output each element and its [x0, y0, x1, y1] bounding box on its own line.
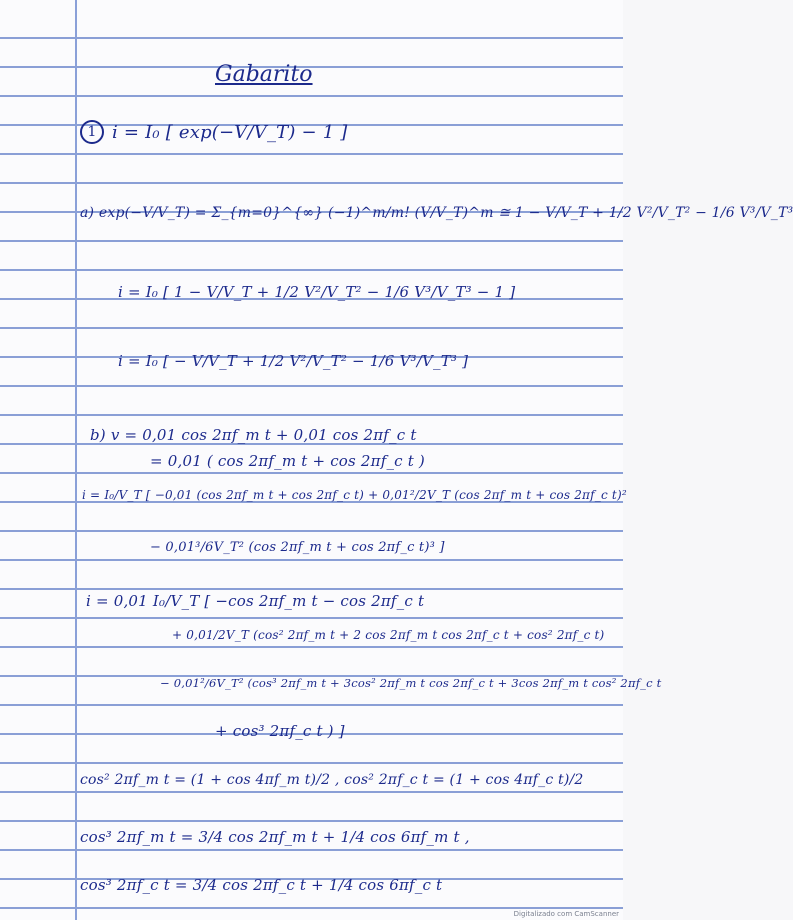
equation-b-quadratic-term: + 0,01/2V_T (cos² 2πf_m t + 2 cos 2πf_m t cos 2πf_c t + cos² 2πf_c t) — [172, 628, 605, 642]
identity-cos-cubed-fc: cos³ 2πf_c t = 3/4 cos 2πf_c t + 1/4 cos 6πf_c t — [80, 876, 443, 894]
equation-b-current-expansion: i = I₀/V_T [ −0,01 (cos 2πf_m t + cos 2πf_c t) + 0,01²/2V_T (cos 2πf_m t + cos 2πf_c t)² — [82, 488, 627, 502]
equation-diode-current: i = I₀ [ exp(−V/V_T) − 1 ] — [112, 122, 348, 143]
margin-line — [75, 0, 77, 920]
equation-b-cubic-term: − 0,01²/6V_T² (cos³ 2πf_m t + 3cos² 2πf_m t cos 2πf_c t + 3cos 2πf_m t cos² 2πf_c t — [160, 676, 662, 690]
equation-b-current-factored: i = 0,01 I₀/V_T [ −cos 2πf_m t − cos 2πf_c t — [86, 592, 425, 610]
identity-cos-squared: cos² 2πf_m t = (1 + cos 4πf_m t)/2 , cos² 2πf_c t = (1 + cos 4πf_c t)/2 — [80, 772, 584, 788]
equation-b-current-cubic: − 0,01³/6V_T² (cos 2πf_m t + cos 2πf_c t)³ ] — [150, 540, 445, 555]
question-number-badge: 1 — [80, 120, 104, 144]
equation-a-exp-series: a) exp(−V/V_T) = Σ_{m=0}^{∞} (−1)^m/m! (V/V_T)^m ≅ 1 − V/V_T + 1/2 V²/V_T² − 1/6 V³/V_T³ — [80, 205, 793, 221]
equation-b-voltage-factored: = 0,01 ( cos 2πf_m t + cos 2πf_c t ) — [150, 452, 425, 470]
equation-a-result: i = I₀ [ − V/V_T + 1/2 V²/V_T² − 1/6 V³/V_T³ ] — [118, 352, 469, 370]
equation-a-substitution: i = I₀ [ 1 − V/V_T + 1/2 V²/V_T² − 1/6 V³/V_T³ − 1 ] — [118, 283, 516, 301]
equation-b-cubic-term-end: + cos³ 2πf_c t ) ] — [215, 722, 345, 740]
page-title: Gabarito — [215, 62, 313, 87]
equation-b-voltage: b) v = 0,01 cos 2πf_m t + 0,01 cos 2πf_c t — [90, 426, 417, 444]
identity-cos-cubed-fm: cos³ 2πf_m t = 3/4 cos 2πf_m t + 1/4 cos 6πf_m t , — [80, 828, 470, 846]
scanner-watermark: Digitalizado com CamScanner — [513, 910, 619, 918]
